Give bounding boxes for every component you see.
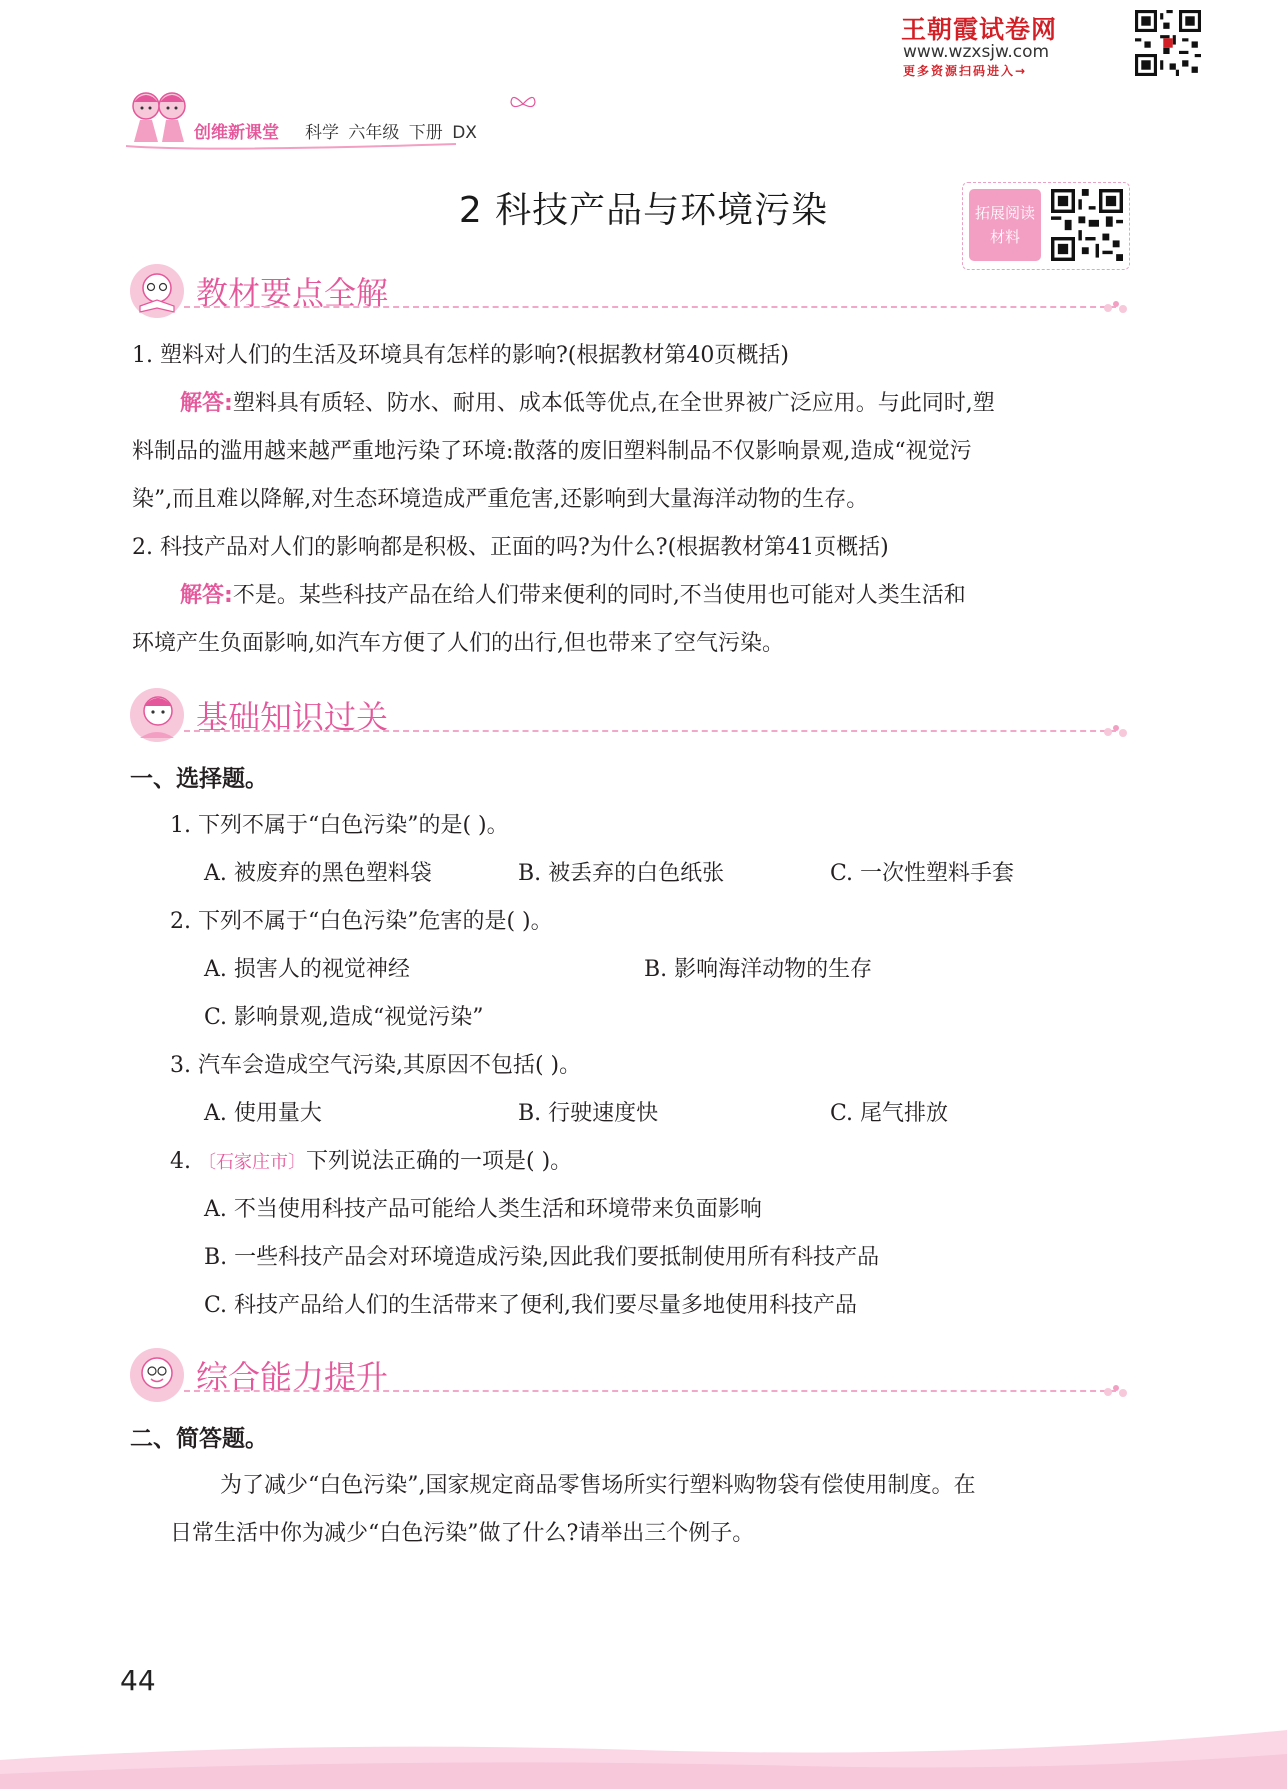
watermark-brand: 王朝霞试卷网 bbox=[901, 15, 1058, 44]
answer-tag: 解答: bbox=[180, 391, 233, 416]
answer-2-line-2: 环境产生负面影响,如汽车方便了人们的出行,但也带来了空气污染。 bbox=[132, 631, 784, 656]
smiling-kid-icon bbox=[128, 1346, 186, 1404]
region-tag: 〔石家庄市〕 bbox=[198, 1152, 306, 1173]
mc-question-4 bbox=[170, 1144, 572, 1175]
extension-reading-tag[interactable] bbox=[969, 189, 1041, 261]
answer-2-text: 不是。某些科技产品在给人们带来便利的同时,不当使用也可能对人类生活和 bbox=[232, 583, 966, 608]
watermark-url[interactable]: www.wzxsjw.com bbox=[903, 42, 1050, 62]
short-answer-line-1: 为了减少“白色污染”,国家规定商品零售场所实行塑料购物袋有偿使用制度。在 bbox=[220, 1473, 976, 1498]
header-brand: 创维新课堂 bbox=[194, 123, 279, 143]
watermark bbox=[901, 10, 1201, 80]
section-header-key-points bbox=[128, 262, 1128, 322]
short-answer-line-2: 日常生活中你为减少“白色污染”做了什么?请举出三个例子。 bbox=[170, 1521, 755, 1546]
butterfly-icon bbox=[508, 92, 538, 116]
mc-4-option-c[interactable]: C. 科技产品给人们的生活带来了便利,我们要尽量多地使用科技产品 bbox=[204, 1293, 858, 1318]
page-number: 44 bbox=[120, 1664, 156, 1697]
dots-decoration-icon bbox=[1102, 298, 1128, 316]
section-label: 基础知识过关 bbox=[196, 698, 389, 736]
dots-decoration-icon bbox=[1102, 1382, 1128, 1400]
section-header-basic-knowledge bbox=[128, 686, 1128, 746]
answer-1-text: 塑料具有质轻、防水、耐用、成本低等优点,在全世界被广泛应用。与此同时,塑 bbox=[232, 391, 995, 416]
mc-3-option-b[interactable]: B. 行驶速度快 bbox=[518, 1101, 659, 1126]
question-number: 4. bbox=[170, 1149, 191, 1174]
qr-code-icon[interactable] bbox=[1135, 10, 1201, 76]
question-1: 1. 塑料对人们的生活及环境具有怎样的影响?(根据教材第40页概括) bbox=[132, 343, 789, 368]
bottom-decoration-band bbox=[0, 1700, 1287, 1789]
qr-code-icon[interactable] bbox=[1051, 189, 1123, 261]
mc-3-option-a[interactable]: A. 使用量大 bbox=[204, 1101, 322, 1126]
answer-2-line-1 bbox=[180, 578, 966, 609]
answer-1-line-1 bbox=[180, 386, 995, 417]
question-2: 2. 科技产品对人们的影响都是积极、正面的吗?为什么?(根据教材第41页概括) bbox=[132, 535, 889, 560]
mc-question-2: 2. 下列不属于“白色污染”危害的是( )。 bbox=[170, 909, 553, 934]
mc-1-option-a[interactable]: A. 被废弃的黑色塑料袋 bbox=[204, 861, 432, 886]
section-label: 教材要点全解 bbox=[196, 274, 389, 312]
mc-2-option-b[interactable]: B. 影响海洋动物的生存 bbox=[644, 957, 873, 982]
extension-reading-box[interactable] bbox=[962, 182, 1130, 270]
section-header-comprehensive bbox=[128, 1346, 1128, 1406]
part-1-title: 一、选择题。 bbox=[130, 766, 268, 792]
extension-line-2: 材料 bbox=[989, 228, 1020, 246]
answer-tag: 解答: bbox=[180, 583, 233, 608]
part-2-title: 二、简答题。 bbox=[130, 1426, 268, 1452]
mc-1-option-c[interactable]: C. 一次性塑料手套 bbox=[830, 861, 1015, 886]
mc-2-option-a[interactable]: A. 损害人的视觉神经 bbox=[204, 957, 410, 982]
mc-question-3: 3. 汽车会造成空气污染,其原因不包括( )。 bbox=[170, 1053, 582, 1078]
section-label: 综合能力提升 bbox=[196, 1358, 389, 1396]
thinking-boy-icon bbox=[128, 686, 186, 744]
mc-3-option-c[interactable]: C. 尾气排放 bbox=[830, 1101, 949, 1126]
mc-4-option-b[interactable]: B. 一些科技产品会对环境造成污染,因此我们要抵制使用所有科技产品 bbox=[204, 1245, 880, 1270]
mc-4-option-a[interactable]: A. 不当使用科技产品可能给人类生活和环境带来负面影响 bbox=[204, 1197, 762, 1222]
answer-1-line-3: 染”,而且难以降解,对生态环境造成严重危害,还影响到大量海洋动物的生存。 bbox=[132, 487, 869, 512]
header-meta: 科学 六年级 下册 DX bbox=[305, 123, 477, 143]
mc-question-1: 1. 下列不属于“白色污染”的是( )。 bbox=[170, 813, 509, 838]
reading-girl-icon bbox=[128, 262, 186, 320]
page-title: 2 科技产品与环境污染 bbox=[458, 190, 829, 231]
dashed-divider bbox=[184, 1390, 1116, 1392]
dashed-divider bbox=[184, 306, 1116, 308]
watermark-subtitle: 更多资源扫码进入→ bbox=[903, 64, 1028, 78]
mc-2-option-c[interactable]: C. 影响景观,造成“视觉污染” bbox=[204, 1005, 484, 1030]
mc-1-option-b[interactable]: B. 被丢弃的白色纸张 bbox=[518, 861, 725, 886]
answer-1-line-2: 料制品的滥用越来越严重地污染了环境:散落的废旧塑料制品不仅影响景观,造成“视觉污 bbox=[132, 439, 972, 464]
question-text: 下列说法正确的一项是( )。 bbox=[306, 1149, 573, 1174]
extension-line-1: 拓展阅读 bbox=[974, 204, 1035, 222]
dashed-divider bbox=[184, 730, 1116, 732]
dots-decoration-icon bbox=[1102, 722, 1128, 740]
